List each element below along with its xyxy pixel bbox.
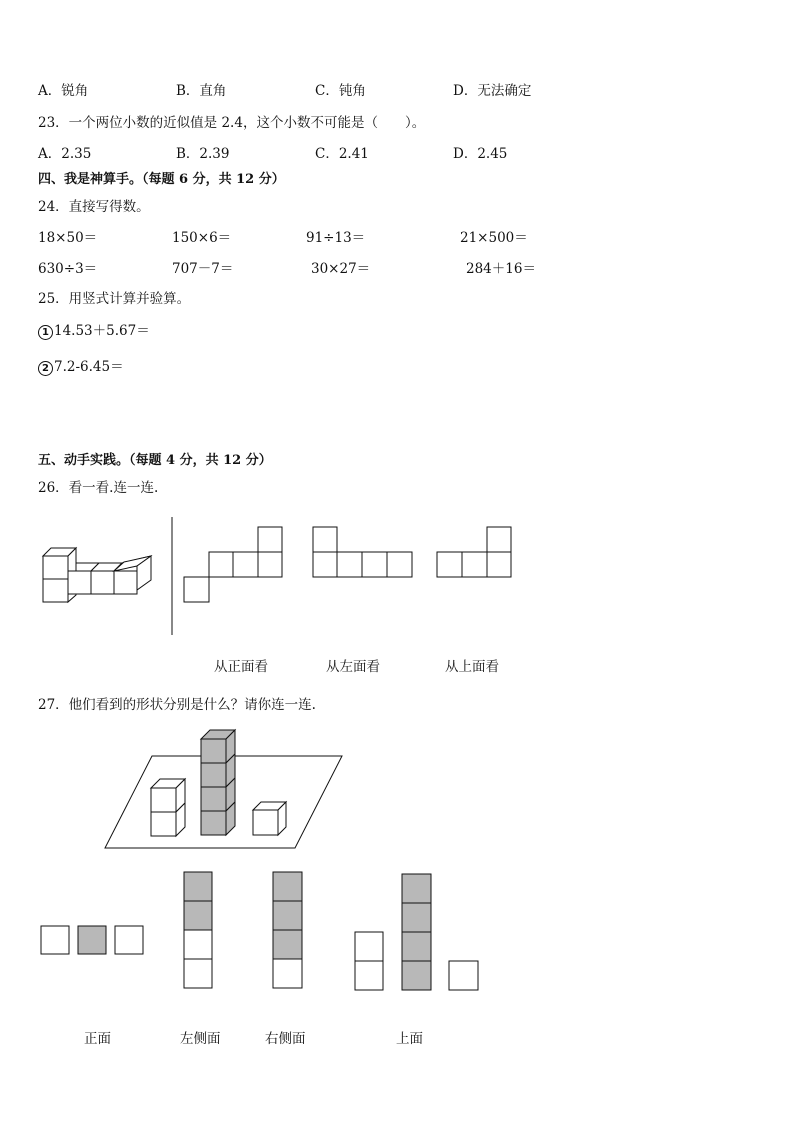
q22-option-c: C．钝角 [315,83,366,99]
q23-option-a: A．2.35 [38,146,92,162]
q25-text: 25．用竖式计算并验算。 [38,291,191,307]
q27-label-left-side: 左侧面 [180,1031,221,1047]
circled-number-2: 2 [38,361,53,376]
q27-single-cube [253,802,286,835]
q24-calc-6: 707－7＝ [172,261,234,277]
q24-calc-1: 18×50＝ [38,230,98,246]
q27-view-3 [273,872,302,988]
q26-label-front: 从正面看 [214,659,268,675]
q27-view-1 [41,926,143,954]
section4-title: 四、我是神算手。（每题 6 分，共 12 分） [38,172,285,187]
q25-expr-1: 14.53＋5.67＝ [54,323,150,339]
q23-text: 23．一个两位小数的近似值是 2.4，这个小数不可能是（ ）。 [38,115,426,131]
q27-stack-grey [201,730,235,835]
q25-expr-2: 7.2-6.45＝ [54,359,124,375]
q23-option-b: B．2.39 [176,146,230,162]
q24-calc-2: 150×6＝ [172,230,232,246]
section5-title: 五、动手实践。（每题 4 分，共 12 分） [38,453,272,468]
q27-label-front: 正面 [84,1031,111,1047]
q22-option-a: A．锐角 [38,83,89,99]
q26-text: 26．看一看.连一连. [38,480,159,496]
q24-calc-3: 91÷13＝ [306,230,366,246]
q26-label-left: 从左面看 [326,659,380,675]
q24-calc-7: 30×27＝ [311,261,371,277]
q22-option-b: B．直角 [176,83,227,99]
q23-option-d: D．2.45 [453,146,508,162]
q27-stack-white [151,779,185,836]
q24-calc-4: 21×500＝ [460,230,528,246]
q24-calc-5: 630÷3＝ [38,261,98,277]
q27-view-2 [184,872,212,988]
q27-text: 27．他们看到的形状分别是什么？请你连一连. [38,697,316,713]
q27-label-right-side: 右侧面 [265,1031,306,1047]
q27-view-4 [355,874,478,990]
q22-option-d: D．无法确定 [453,83,532,99]
q24-calc-8: 284＋16＝ [466,261,536,277]
circled-number-1: 1 [38,325,53,340]
q24-text: 24．直接写得数。 [38,199,150,215]
q27-label-top: 上面 [396,1031,423,1047]
q23-option-c: C．2.41 [315,146,369,162]
q26-label-top: 从上面看 [445,659,499,675]
